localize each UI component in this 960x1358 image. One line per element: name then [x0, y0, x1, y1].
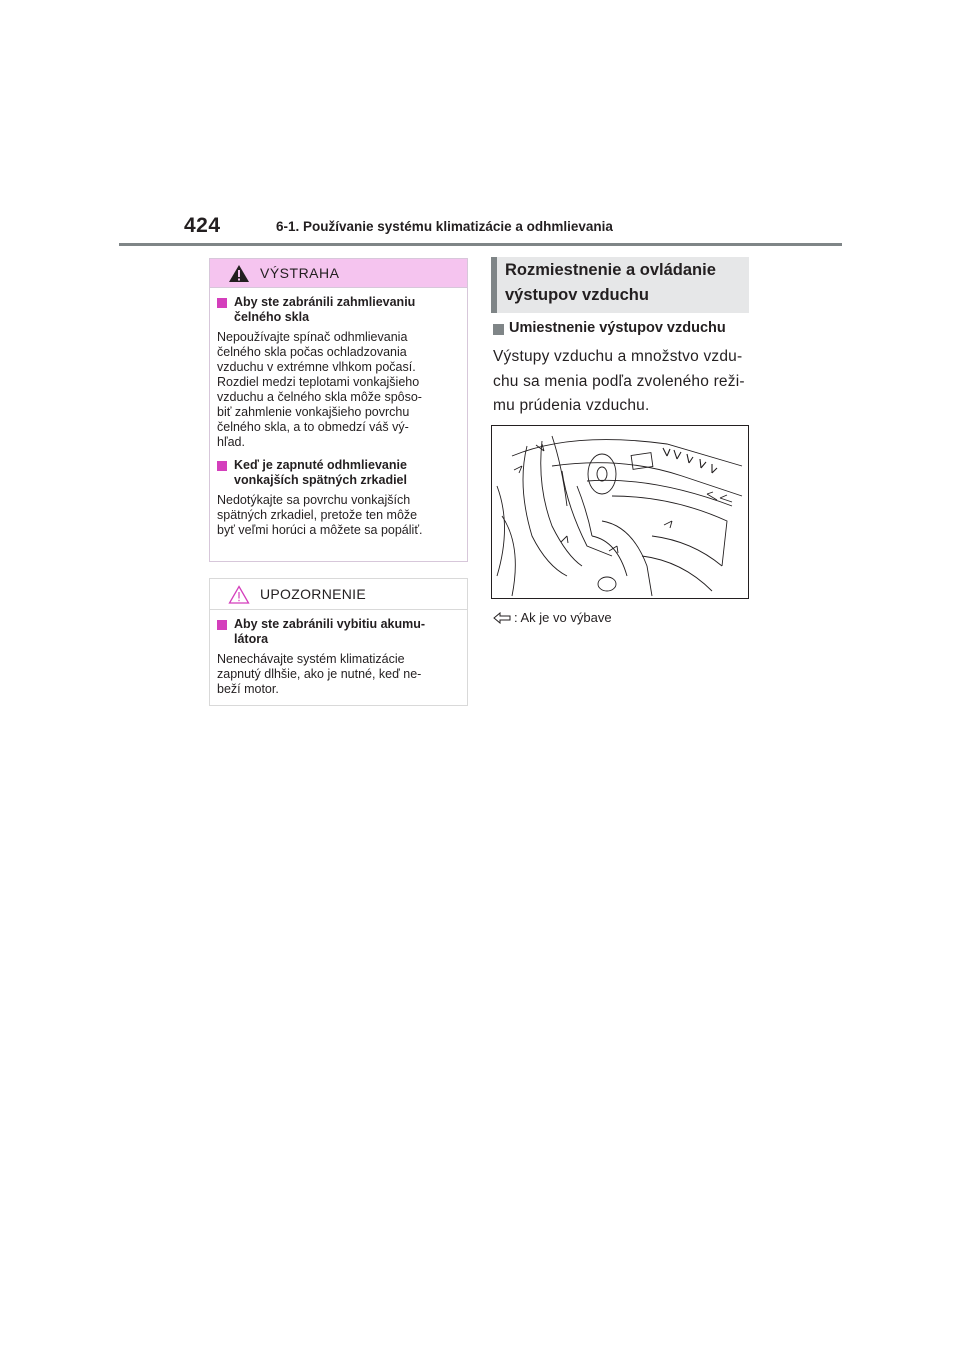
warning-item-heading: [217, 295, 459, 325]
heading-line: vonkajších spätných zrkadiel: [234, 473, 407, 487]
text-line: vzduchu a čelného skla môže spôso-: [217, 390, 422, 404]
chapter-title: 6-1. Používanie systému klimatizácie a odhmlievania: [276, 219, 613, 234]
section-title-line: výstupov vzduchu: [505, 286, 649, 304]
page-number: 424: [184, 214, 221, 237]
bullet-square-icon: [493, 324, 504, 335]
section-title-line: Rozmiestnenie a ovládanie: [505, 261, 716, 279]
subheading-text: Umiestnenie výstupov vzduchu: [509, 320, 726, 336]
body-line: mu prúdenia vzduchu.: [493, 397, 650, 414]
heading-line: Aby ste zabránili zahmlievaniu: [234, 295, 416, 309]
text-line: Nepoužívajte spínač odhmlievania: [217, 330, 408, 344]
bullet-square-icon: [217, 620, 227, 630]
warning-item-heading: [217, 458, 459, 488]
legend-text: : Ak je vo výbave: [514, 610, 612, 625]
notice-header: [210, 579, 467, 610]
text-line: hľad.: [217, 435, 245, 449]
section-header: [491, 257, 749, 313]
caution-triangle-icon: [228, 585, 250, 604]
optional-arrow-icon: [493, 612, 511, 624]
heading-line: čelného skla: [234, 310, 310, 324]
text-line: Rozdiel medzi teplotami vonkajšieho: [217, 375, 420, 389]
text-line: biť zahmlenie vonkajšieho povrchu: [217, 405, 410, 419]
notice-item-heading: [217, 617, 459, 647]
warning-header: [210, 259, 467, 288]
figure-legend: [493, 610, 612, 625]
text-line: byť veľmi horúci a môžete sa popáliť.: [217, 523, 423, 537]
heading-line: Aby ste zabránili vybitiu akumu-: [234, 617, 426, 631]
section-subheading: [493, 320, 726, 336]
text-line: Nedotýkajte sa povrchu vonkajších: [217, 493, 411, 507]
body-line: chu sa menia podľa zvoleného reži-: [493, 372, 745, 390]
section-body: [493, 345, 753, 419]
text-line: spätných zrkadiel, pretože ten môže: [217, 508, 418, 522]
heading-line: látora: [234, 632, 269, 646]
car-interior-icon: [492, 426, 748, 598]
body-line: Výstupy vzduchu a množstvo vzdu-: [493, 348, 743, 365]
warning-title: VÝSTRAHA: [260, 265, 340, 281]
warning-item-text: [217, 493, 459, 538]
header-rule: [119, 243, 842, 246]
text-line: zapnutý dlhšie, ako je nutné, keď ne-: [217, 667, 422, 681]
text-line: vzduchu v extrémne vlhkom počasí.: [217, 360, 416, 374]
page-header: [0, 0, 960, 250]
heading-line: Keď je zapnuté odhmlievanie: [234, 458, 407, 472]
text-line: čelného skla, a to obmedzí váš vý-: [217, 420, 409, 434]
text-line: čelného skla počas ochladzovania: [217, 345, 407, 359]
warning-item-text: [217, 330, 459, 450]
notice-box: [209, 578, 468, 706]
warning-box: [209, 258, 468, 562]
notice-title: UPOZORNENIE: [260, 586, 366, 602]
bullet-square-icon: [217, 298, 227, 308]
text-line: beží motor.: [217, 682, 279, 696]
air-vent-figure: [491, 425, 749, 599]
bullet-square-icon: [217, 461, 227, 471]
warning-triangle-icon: [228, 264, 250, 283]
notice-item-text: [217, 652, 459, 697]
text-line: Nenechávajte systém klimatizácie: [217, 652, 405, 666]
